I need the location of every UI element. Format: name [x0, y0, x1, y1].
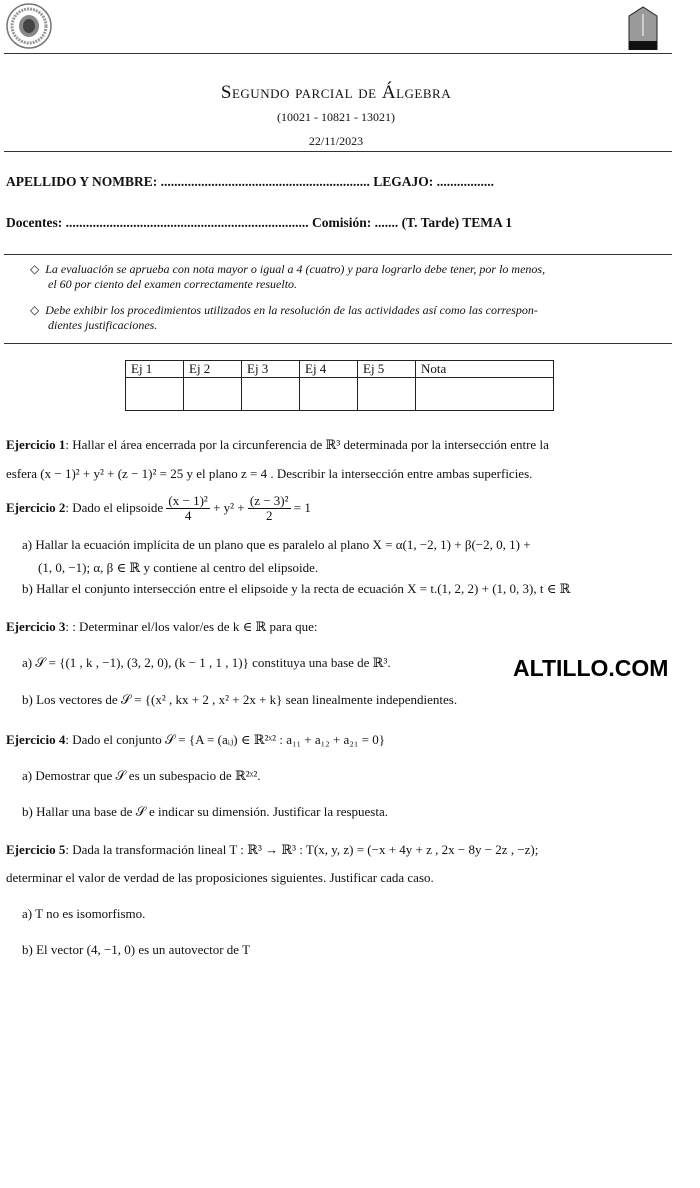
exercise-label: Ejercicio 5	[6, 842, 66, 857]
grade-header: Ej 5	[358, 361, 416, 378]
grade-header: Ej 1	[126, 361, 184, 378]
exercise-label: Ejercicio 3	[6, 619, 66, 634]
instruction-item	[30, 262, 545, 292]
exercise-5	[6, 842, 538, 858]
grade-table	[125, 360, 554, 411]
instructions-divider	[4, 343, 672, 344]
exercise-item: b) Hallar una base de 𝒮 e indicar su dimensión. Justificar la respuesta.	[22, 804, 389, 819]
exercise-text: determinar el valor de verdad de las proposiciones siguientes. Justificar cada caso.	[6, 870, 434, 885]
instruction-text: La evaluación se aprueba con nota mayor o igual a 4 (cuatro) y para lograrlo debe tener, por lo menos,	[45, 262, 546, 276]
fraction	[166, 494, 209, 524]
exercise-item: b) Los vectores de 𝒮 = {(x² , kx + 2 , x² + 2x + k} sean linealmente independientes.	[22, 692, 458, 707]
exercise-item: a) Demostrar que 𝒮 es un subespacio de ℝ²ˣ².	[22, 768, 261, 783]
docentes-field[interactable]	[6, 215, 512, 231]
exercise-3	[6, 619, 318, 635]
grade-header: Nota	[416, 361, 554, 378]
exercise-item: (1, 0, −1); α, β ∈ ℝ y contiene al centro del elipsoide.	[38, 560, 319, 575]
exercise-text: : Hallar el área encerrada por la circunferencia de ℝ³ determinada por la intersección entre la	[65, 437, 549, 452]
grade-cell[interactable]	[242, 378, 300, 411]
exam-date: 22/11/2023	[308, 134, 364, 148]
fraction	[248, 494, 291, 524]
math-text: + y² +	[213, 499, 245, 515]
university-seal-logo	[4, 2, 54, 50]
instruction-item	[30, 303, 538, 333]
exercise-label: Ejercicio 2	[6, 499, 66, 515]
exercise-item: b) El vector (4, −1, 0) es un autovector de T	[22, 942, 251, 957]
course-codes: (10021 - 10821 - 13021)	[277, 110, 395, 124]
math-text: = 1	[293, 499, 311, 515]
diamond-bullet-icon: ◇	[30, 303, 40, 317]
exercise-item: b) Hallar el conjunto intersección entre el elipsoide y la recta de ecuación X = t.(1, 2, 2) + (1, 0, 3), t ∈ ℝ	[22, 581, 571, 596]
legajo-label: LEGAJO: .................	[373, 174, 495, 189]
comision-label: Comisión: ....... (T. Tarde) TEMA 1	[311, 215, 513, 230]
denominator: 4	[184, 508, 192, 524]
name-field[interactable]	[6, 174, 494, 190]
fields-divider	[4, 254, 672, 255]
exercise-item: a) T no es isomorfismo.	[22, 906, 146, 921]
diamond-bullet-icon: ◇	[30, 262, 40, 276]
instruction-text: Debe exhibir los procedimientos utilizados en la resolución de las actividades así como las correspon-	[45, 303, 538, 317]
exercise-text: : : Determinar el/los valor/es de k ∈ ℝ para que:	[65, 619, 318, 634]
grade-cell[interactable]	[300, 378, 358, 411]
grade-cell[interactable]	[416, 378, 554, 411]
exercise-label: Ejercicio 1	[6, 437, 66, 452]
grade-cell[interactable]	[126, 378, 184, 411]
grade-cell[interactable]	[184, 378, 242, 411]
exercise-text: : Dado el elipsoide	[65, 499, 164, 515]
name-label: APELLIDO Y NOMBRE: ..............................................................	[6, 174, 370, 189]
exercise-2	[6, 494, 311, 524]
exercise-item: a) 𝒮 = {(1 , k , −1), (3, 2, 0), (k − 1 , 1 , 1)} constituya una base de ℝ³.	[22, 655, 391, 670]
exercise-item: a) Hallar la ecuación implícita de un plano que es paralelo al plano X = α(1, −2, 1) + β(−2, 0, 1) +	[22, 537, 531, 552]
grade-header: Ej 2	[184, 361, 242, 378]
exercise-text: : Dada la transformación lineal T : ℝ³ → ℝ³ : T(x, y, z) = (−x + 4y + z , 2x − 8y − 2z , −z);	[65, 842, 539, 857]
grade-header: Ej 3	[242, 361, 300, 378]
docentes-label: Docentes: ........................................................................	[6, 215, 309, 230]
header-divider	[4, 53, 672, 54]
department-logo	[628, 6, 658, 50]
exercise-text: esfera (x − 1)² + y² + (z − 1)² = 25 y el plano z = 4 . Describir la intersección entre ambas superficies.	[6, 466, 533, 481]
exercise-1	[6, 437, 549, 453]
numerator: (x − 1)²	[168, 493, 208, 508]
watermark: ALTILLO.COM	[513, 655, 669, 681]
exercise-label: Ejercicio 4	[6, 732, 66, 747]
instruction-text: dientes justificaciones.	[48, 318, 158, 332]
grade-header: Ej 4	[300, 361, 358, 378]
exercise-4	[6, 732, 385, 748]
instruction-text: el 60 por ciento del examen correctamente resuelto.	[48, 277, 298, 291]
title-divider	[4, 151, 672, 152]
grade-cell[interactable]	[358, 378, 416, 411]
numerator: (z − 3)²	[249, 493, 289, 508]
denominator: 2	[265, 508, 273, 524]
exercise-text: : Dado el conjunto 𝒮 = {A = (aᵢⱼ) ∈ ℝ²ˣ² : a₁₁ + a₁₂ + a₂₁ = 0}	[65, 732, 385, 747]
exam-title: Segundo parcial de Álgebra	[220, 82, 452, 103]
